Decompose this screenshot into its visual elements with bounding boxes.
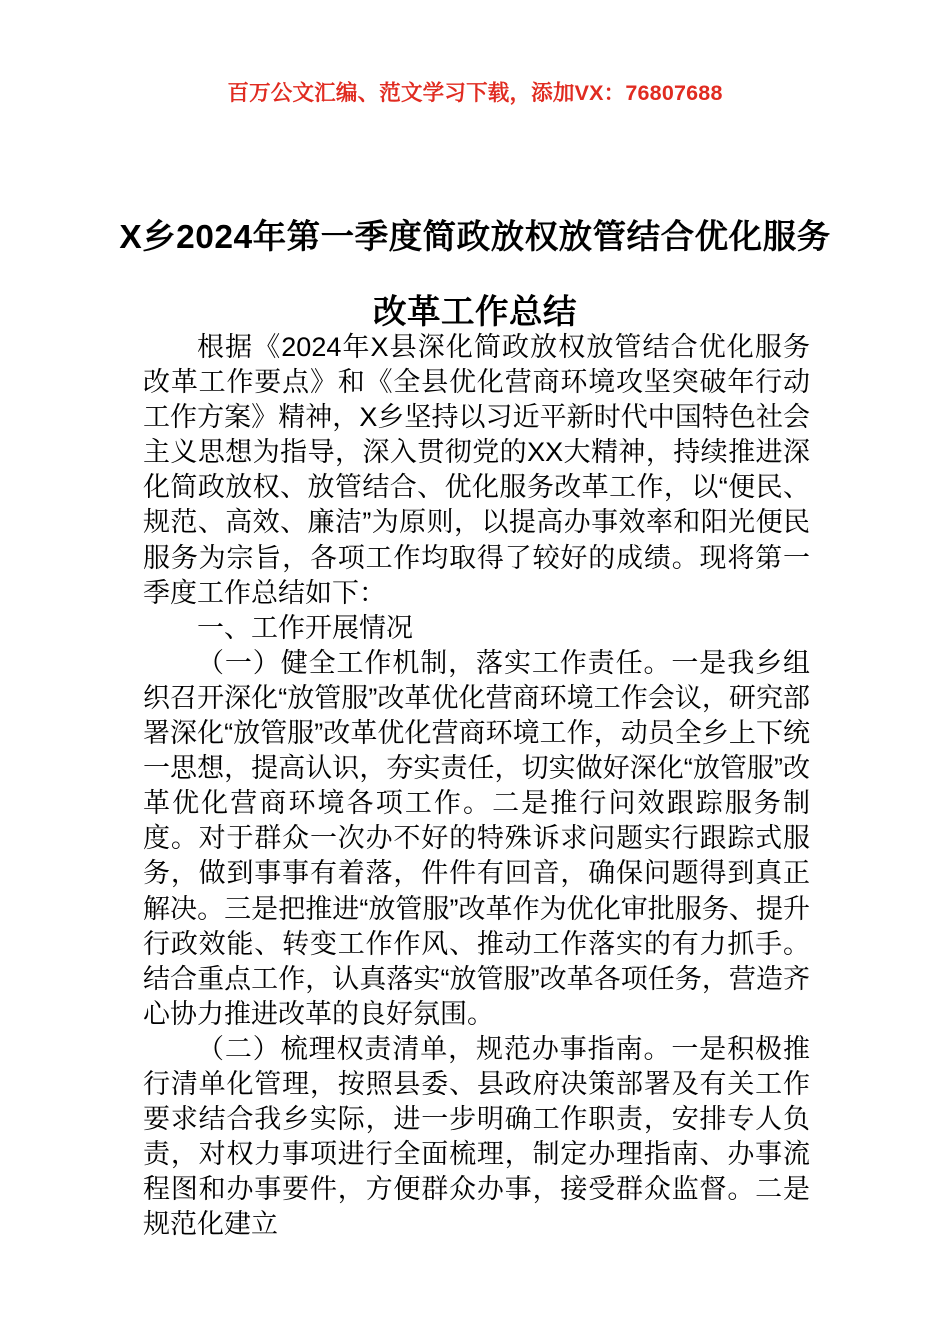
page-title: X乡2024年第一季度简政放权放管结合优化服务改革工作总结 bbox=[119, 219, 831, 332]
document-body bbox=[143, 330, 810, 1242]
paragraph-item-1: （一）健全工作机制，落实工作责任。一是我乡组织召开深化“放管服”改革优化营商环境工作会议，研究部署深化“放管服”改革优化营商环境工作，动员全乡上下统一思想，提高认识，夯实责任，切实做好深化“放管服”改革优化营商环境各项工作。二是推行问效跟踪服务制度。对于群众一次办不好的特殊诉求问题实行跟踪式服务，做到事事有着落，件件有回音，确保问题得到真正解决。三是把推进“放管服”改革作为优化审批服务、提升行政效能、转变工作作风、推动工作落实的有力抓手。结合重点工作，认真落实“放管服”改革各项任务，营造齐心协力推进改革的良好氛围。 bbox=[143, 647, 810, 1029]
paragraph-item-2: （二）梳理权责清单，规范办事指南。一是积极推行清单化管理，按照县委、县政府决策部署及有关工作要求结合我乡实际，进一步明确工作职责，安排专人负责，对权力事项进行全面梳理，制定办理指南、办事流程图和办事要件，方便群众办事，接受群众监督。二是规范化建立 bbox=[143, 1033, 810, 1240]
promo-banner-text: 百万公文汇编、范文学习下载，添加VX：76807688 bbox=[227, 81, 723, 105]
paragraph-intro: 根据《2024年X县深化简政放权放管结合优化服务改革工作要点》和《全县优化营商环境攻坚突破年行动工作方案》精神，X乡坚持以习近平新时代中国特色社会主义思想为指导，深入贯彻党的XX大精神，持续推进深化简政放权、放管结合、优化服务改革工作，以“便民、规范、高效、廉洁”为原则，以提高办事效率和阳光便民服务为宗旨，各项工作均取得了较好的成绩。现将第一季度工作总结如下： bbox=[143, 332, 810, 608]
heading-section-1: 一、工作开展情况 bbox=[197, 612, 413, 643]
promo-banner bbox=[0, 83, 950, 105]
